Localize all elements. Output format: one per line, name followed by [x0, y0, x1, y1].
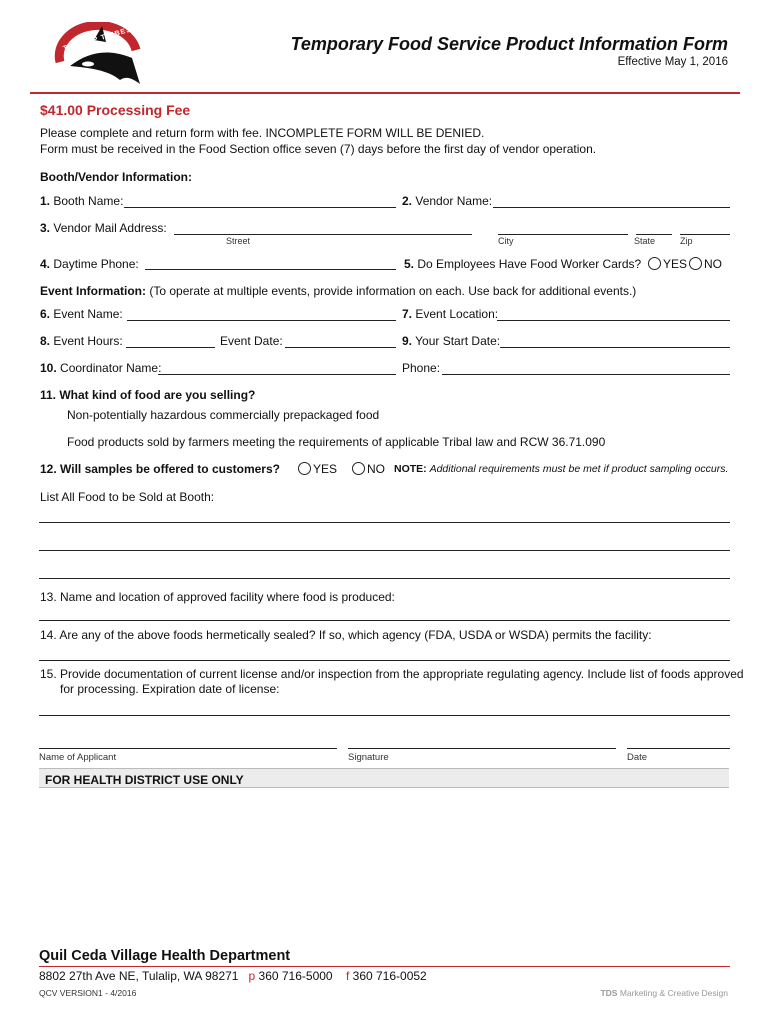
applicant-name-caption: Name of Applicant — [39, 752, 117, 763]
coordinator-phone-field[interactable] — [442, 374, 730, 375]
signature-line[interactable] — [348, 748, 616, 749]
coordinator-name-label: 10. Coordinator Name: — [40, 361, 162, 375]
facility-answer-line[interactable] — [39, 620, 730, 621]
event-location-label: 7. Event Location: — [402, 307, 499, 321]
tulalip-logo — [48, 22, 148, 90]
facility-question: 13. Name and location of approved facility where food is produced: — [40, 590, 395, 604]
booth-section-heading: Booth/Vendor Information: — [40, 170, 192, 184]
daytime-phone-label: 4. Daytime Phone: — [40, 257, 139, 271]
event-date-field[interactable] — [285, 347, 396, 348]
food-list-line-3[interactable] — [39, 578, 730, 579]
health-district-use-banner: FOR HEALTH DISTRICT USE ONLY — [39, 768, 729, 788]
zip-caption: Zip — [680, 236, 693, 246]
license-question-line-2: for processing. Expiration date of license: — [60, 682, 280, 696]
samples-note: NOTE: Additional requirements must be met if product sampling occurs. — [394, 463, 729, 475]
coordinator-name-field[interactable] — [158, 374, 396, 375]
event-date-label: Event Date: — [220, 334, 283, 348]
daytime-phone-field[interactable] — [145, 269, 396, 270]
coordinator-phone-label: Phone: — [402, 361, 441, 375]
samples-question: 12. Will samples be offered to customers? — [40, 462, 280, 476]
event-name-field[interactable] — [127, 320, 396, 321]
logo-text: TULALIP TRIBES — [62, 26, 133, 53]
booth-name-label: 1. Booth Name: — [40, 194, 124, 208]
license-answer-line[interactable] — [39, 715, 730, 716]
vendor-name-field[interactable] — [493, 207, 730, 208]
address-street-field[interactable] — [174, 234, 472, 235]
food-worker-cards-label: 5. Do Employees Have Food Worker Cards? — [404, 257, 642, 271]
date-caption: Date — [627, 752, 648, 763]
food-worker-yes[interactable]: YES — [648, 257, 687, 271]
header-divider — [30, 92, 740, 94]
radio-icon — [648, 257, 661, 270]
event-hours-field[interactable] — [126, 347, 215, 348]
footer-address: 8802 27th Ave NE, Tulalip, WA 98271 — [39, 969, 239, 983]
applicant-name-line[interactable] — [39, 748, 337, 749]
footer-fax: 360 716-0052 — [352, 969, 427, 983]
vendor-address-label: 3. Vendor Mail Address: — [40, 221, 167, 235]
tds-credit: TDS Marketing & Creative Design — [600, 988, 728, 998]
hermetic-answer-line[interactable] — [39, 660, 730, 661]
street-caption: Street — [226, 236, 251, 246]
event-section-heading: Event Information: (To operate at multiple events, provide information on each. Use back for additional events.) — [40, 284, 637, 298]
state-caption: State — [634, 236, 656, 246]
event-location-field[interactable] — [497, 320, 730, 321]
signature-caption: Signature — [348, 752, 389, 763]
food-list-line-2[interactable] — [39, 550, 730, 551]
samples-yes[interactable]: YES — [298, 462, 337, 476]
vendor-name-label: 2. Vendor Name: — [402, 194, 493, 208]
footer-phone: 360 716-5000 — [258, 969, 333, 983]
processing-fee: $41.00 Processing Fee — [40, 102, 191, 118]
address-state-field[interactable] — [636, 234, 672, 235]
booth-name-field[interactable] — [124, 207, 396, 208]
city-caption: City — [498, 236, 514, 246]
footer-contact: 8802 27th Ave NE, Tulalip, WA 98271 p 360 716-5000 f 360 716-0052 — [39, 969, 427, 983]
radio-icon — [352, 462, 365, 475]
food-list-line-1[interactable] — [39, 522, 730, 523]
event-name-label: 6. Event Name: — [40, 307, 123, 321]
food-type-option-farmers[interactable]: Food products sold by farmers meeting the requirements of applicable Tribal law and RCW 36.71.090 — [67, 435, 606, 449]
footer-org-name: Quil Ceda Village Health Department — [39, 948, 291, 964]
samples-no[interactable]: NO — [352, 462, 385, 476]
version-label: QCV VERSION1 - 4/2016 — [39, 988, 137, 998]
food-type-option-prepackaged[interactable]: Non-potentially hazardous commercially prepackaged food — [67, 408, 380, 422]
radio-icon — [298, 462, 311, 475]
date-line[interactable] — [627, 748, 730, 749]
hermetic-question: 14. Are any of the above foods hermetically sealed? If so, which agency (FDA, USDA or WSDA) permits the facility: — [40, 628, 652, 642]
event-hours-label: 8. Event Hours: — [40, 334, 123, 348]
food-worker-no[interactable]: NO — [689, 257, 722, 271]
effective-date: Effective May 1, 2016 — [617, 56, 728, 68]
address-zip-field[interactable] — [680, 234, 730, 235]
radio-icon — [689, 257, 702, 270]
address-city-field[interactable] — [498, 234, 628, 235]
footer-divider — [39, 966, 730, 967]
start-date-label: 9. Your Start Date: — [402, 334, 501, 348]
list-food-label: List All Food to be Sold at Booth: — [40, 490, 215, 504]
license-question-line-1: 15. Provide documentation of current license and/or inspection from the appropriate regulating agency. Include list of foods approved — [40, 667, 744, 681]
start-date-field[interactable] — [500, 347, 730, 348]
intro-line-2: Form must be received in the Food Section office seven (7) days before the first day of vendor operation. — [40, 142, 597, 156]
form-title: Temporary Food Service Product Information Form — [290, 34, 728, 54]
intro-line-1: Please complete and return form with fee. INCOMPLETE FORM WILL BE DENIED. — [40, 126, 485, 140]
food-type-question: 11. What kind of food are you selling? — [40, 388, 256, 402]
